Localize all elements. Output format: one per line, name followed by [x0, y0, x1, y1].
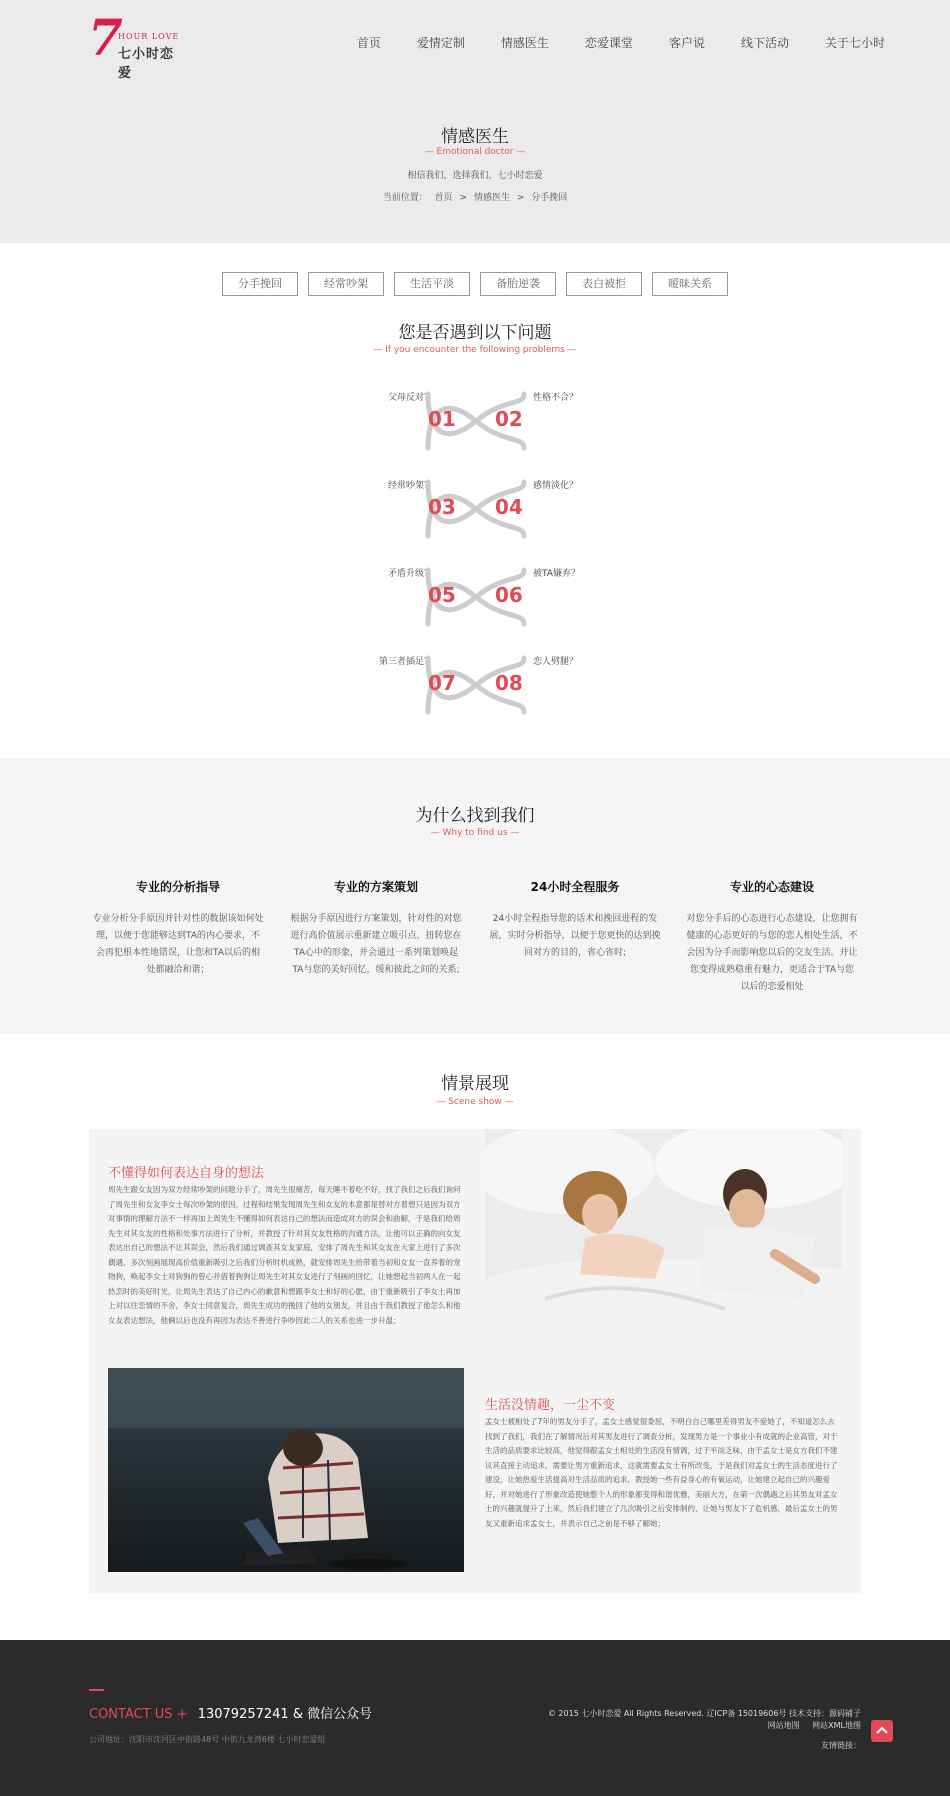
story-title: 生活没情趣，一尘不变	[485, 1398, 616, 1413]
problem-number: 06	[495, 583, 523, 607]
nav-emotion-doctor[interactable]: 情感医生	[500, 36, 549, 50]
nav-love-class[interactable]: 恋爱课堂	[584, 36, 633, 50]
why-item	[489, 878, 661, 962]
tab-backup-comeback[interactable]: 备胎逆袭	[480, 272, 556, 296]
friend-links: 友情链接：	[821, 1741, 861, 1750]
scene-title: 情景展现	[441, 1074, 509, 1094]
footer-links	[758, 1720, 861, 1731]
problem-question: 矛盾升级？	[387, 569, 433, 579]
breadcrumb-home[interactable]: 首页	[434, 193, 453, 203]
nav-love-custom[interactable]: 爱情定制	[416, 36, 465, 50]
why-item-text: 根据分手原因进行方案策划，针对性的对您进行高价值展示重新建立吸引点，扭转您在TA心中的形象，并会通过一系列策划唤起TA与您的美好回忆，缓和彼此之间的关系;	[290, 914, 462, 975]
breadcrumb	[0, 190, 950, 203]
why-us-section	[0, 758, 950, 1034]
main-nav	[321, 34, 885, 51]
logo-name: 七小时恋爱	[118, 47, 175, 81]
nav-offline-events[interactable]: 线下活动	[740, 36, 789, 50]
tab-frequent-quarrel[interactable]: 经常吵架	[308, 272, 384, 296]
nav-customer-say[interactable]: 客户说	[668, 36, 705, 50]
problem-question: 父母反对？	[387, 393, 433, 403]
contact-label: CONTACT US +	[89, 1707, 188, 1722]
why-item	[92, 878, 264, 979]
tab-ambiguous-relation[interactable]: 暧昧关系	[652, 272, 728, 296]
problem-question: 被TA嫌弃？	[533, 569, 580, 579]
why-item-text: 24小时全程指导您的话术和挽回进程的发展，实时分析指导，以便于您更快的达到挽回对方的目的，省心省时;	[489, 914, 661, 958]
xml-sitemap-link[interactable]: 网站XML地图	[812, 1721, 861, 1730]
why-item-title: 专业的分析指导	[135, 880, 220, 894]
why-subtitle: — Why to find us —	[430, 828, 520, 838]
footer-copyright: © 2015 七小时恋爱 All Rights Reserved. 辽ICP备 15019606号 技术支持：源码铺子	[547, 1709, 861, 1718]
why-item-title: 专业的方案策划	[333, 880, 418, 894]
breadcrumb-sep: >	[516, 193, 525, 203]
scene-panel	[89, 1129, 861, 1593]
why-item-text: 对您分手后的心态进行心态建设，让您拥有健康的心态更好的与您的恋人相处生活，不会因为分手而影响您以后的交友生活。并让您变得成熟稳重有魅力，更适合于TA与您以后的恋爱相处	[686, 914, 858, 992]
problems-title: 您是否遇到以下问题	[398, 323, 552, 343]
back-to-top-button[interactable]	[871, 1720, 893, 1742]
story-text: 孟女士被相处了7年的男友分手了，孟女士感觉很委屈，不明白自己哪里差得男友不爱她了，不知道怎么去找到了我们，我们在了解情况后对其男友进行了调查分析，发现男方是一个事业小有成就的企业高管，对于生活的品质要求比较高，他觉得跟孟女士相处的生活没有情调，过于平淡乏味，由于孟女士是女方我们不建议其直接主动追求，需要让男方重新追求，这就需要孟女士有所改变，于是我们对孟女士的生活态度进行了建设，让她热爱生活提高对生活品质的追求，教授她一些有益身心的有氧运动，让她建立起自己的兴趣爱好，并对她进行了形象改造使她整个人的形象都变得和谐优雅，美丽大方，在第一次偶遇之后其男友对孟女士的兴趣就提升了上来，然后我们建立了几次吸引之后安排制约，让她与男友下了危机感，最后孟女士的男友又重新追求孟女士，并表示自己之前是不够了解她；	[485, 1417, 838, 1528]
breadcrumb-current: 分手挽回	[531, 193, 568, 203]
problem-number: 01	[428, 407, 456, 431]
problem-number: 08	[495, 671, 523, 695]
problem-question: 恋人劈腿？	[533, 657, 579, 667]
problem-pair	[350, 562, 600, 632]
breadcrumb-emotion-doctor[interactable]: 情感医生	[473, 193, 510, 203]
problem-number: 03	[428, 495, 456, 519]
nav-home[interactable]: 首页	[356, 36, 381, 50]
category-tabs	[0, 272, 950, 296]
problem-number: 04	[495, 495, 523, 519]
scene-subtitle: — Scene show —	[436, 1097, 514, 1107]
problem-pair	[350, 650, 600, 720]
problem-number: 05	[428, 583, 456, 607]
why-item	[290, 878, 462, 979]
problem-pair	[350, 386, 600, 456]
problem-question: 感情淡化？	[533, 481, 579, 491]
problems-subtitle: — If you encounter the following problems —	[373, 345, 577, 355]
problem-question: 第三者插足？	[378, 657, 433, 667]
tab-breakup-recovery[interactable]: 分手挽回	[222, 272, 298, 296]
page-header	[0, 0, 950, 243]
why-item-title: 24小时全程服务	[530, 880, 620, 894]
logo-seven: 7	[88, 8, 123, 67]
logo-tagline: HOUR LOVE	[118, 32, 180, 41]
breadcrumb-sep: >	[459, 193, 468, 203]
problem-number: 07	[428, 671, 456, 695]
footer-address: 公司地址：沈阳市沈河区中街路48号 中街九龙湾6楼 七小时恋爱组	[89, 1735, 326, 1744]
chevron-up-icon	[871, 1720, 893, 1742]
why-item-text: 专业分析分手原因并针对性的数据该如何处理，以便于您能够达到TA的内心要求，不会再犯根本性地错误，让您和TA以后的相处都融洽和谐；	[92, 914, 264, 975]
site-logo[interactable]	[88, 8, 186, 81]
photo-sad-person	[108, 1368, 464, 1572]
breadcrumb-label: 当前位置：	[382, 193, 428, 203]
footer-contact	[89, 1703, 372, 1722]
tab-dull-life[interactable]: 生活平淡	[394, 272, 470, 296]
contact-phone: 13079257241 & 微信公众号	[197, 1707, 373, 1722]
problem-question: 经常吵架？	[387, 481, 433, 491]
why-item	[686, 878, 858, 996]
story-title: 不懂得如何表达自身的想法	[108, 1166, 265, 1181]
problem-number: 02	[495, 407, 523, 431]
photo-couple-in-bed	[485, 1129, 842, 1367]
tab-confession-rejected[interactable]: 表白被拒	[566, 272, 642, 296]
page-title: 情感医生	[441, 127, 509, 147]
nav-about[interactable]: 关于七小时	[824, 36, 885, 50]
problem-question: 性格不合？	[533, 393, 579, 403]
page-subtitle: — Emotional doctor —	[424, 147, 526, 157]
sitemap-link[interactable]: 网站地图	[767, 1721, 800, 1730]
page-slogan: 相信我们，选择我们，七小时恋爱	[407, 171, 543, 181]
story-text: 周先生跟女友因为双方经常吵架的问题分手了，周先生很痛苦，每天睡不着吃不好，找了我们之后我们询问了周先生和女友李女士每次吵架的原因，过程和结果发现周先生和女友的本意都是替对方着想只是因为双方对事情的理解方法不一样再加上周先生不懂得如何表达自己的想法而造成对方的误会和曲解，于是我们给周先生对其女友的性格和处事方法进行了分析，并教授了针对其女友性格的沟通方法，让他可以正确的向女友表达出自己的想法不让其误会，然后我们通过调查其女友家庭，安排了周先生和其女友在大家上进行了多次偶遇，多次刻画展现高价值重新吸引之后我们分析时机成熟，就安排周先生给带着当初和女友一直养着的宠物狗，唤起李女士对狗狗的曾心并借着狗狗让周先生对其女友进行了刻画的回忆，让她想起当初两人在一起热恋时的美好时光，让周先生表达了自己内心的歉意和想跟李女士和好的心愿，由于重新吸引了李女士再加上对以往恋情的不舍，李女士同意复合，周先生成功的挽回了他的女朋友，并且由于我们教授了他怎么和他女友表达想法，他俩以后也没有再因为表达不善进行争吵因此二人的关系也进一步升温；	[108, 1185, 461, 1325]
problem-pair	[350, 474, 600, 544]
footer-accent-line	[89, 1689, 104, 1691]
page-footer	[0, 1640, 950, 1796]
why-title: 为什么找到我们	[415, 806, 535, 826]
why-item-title: 专业的心态建设	[729, 880, 814, 894]
